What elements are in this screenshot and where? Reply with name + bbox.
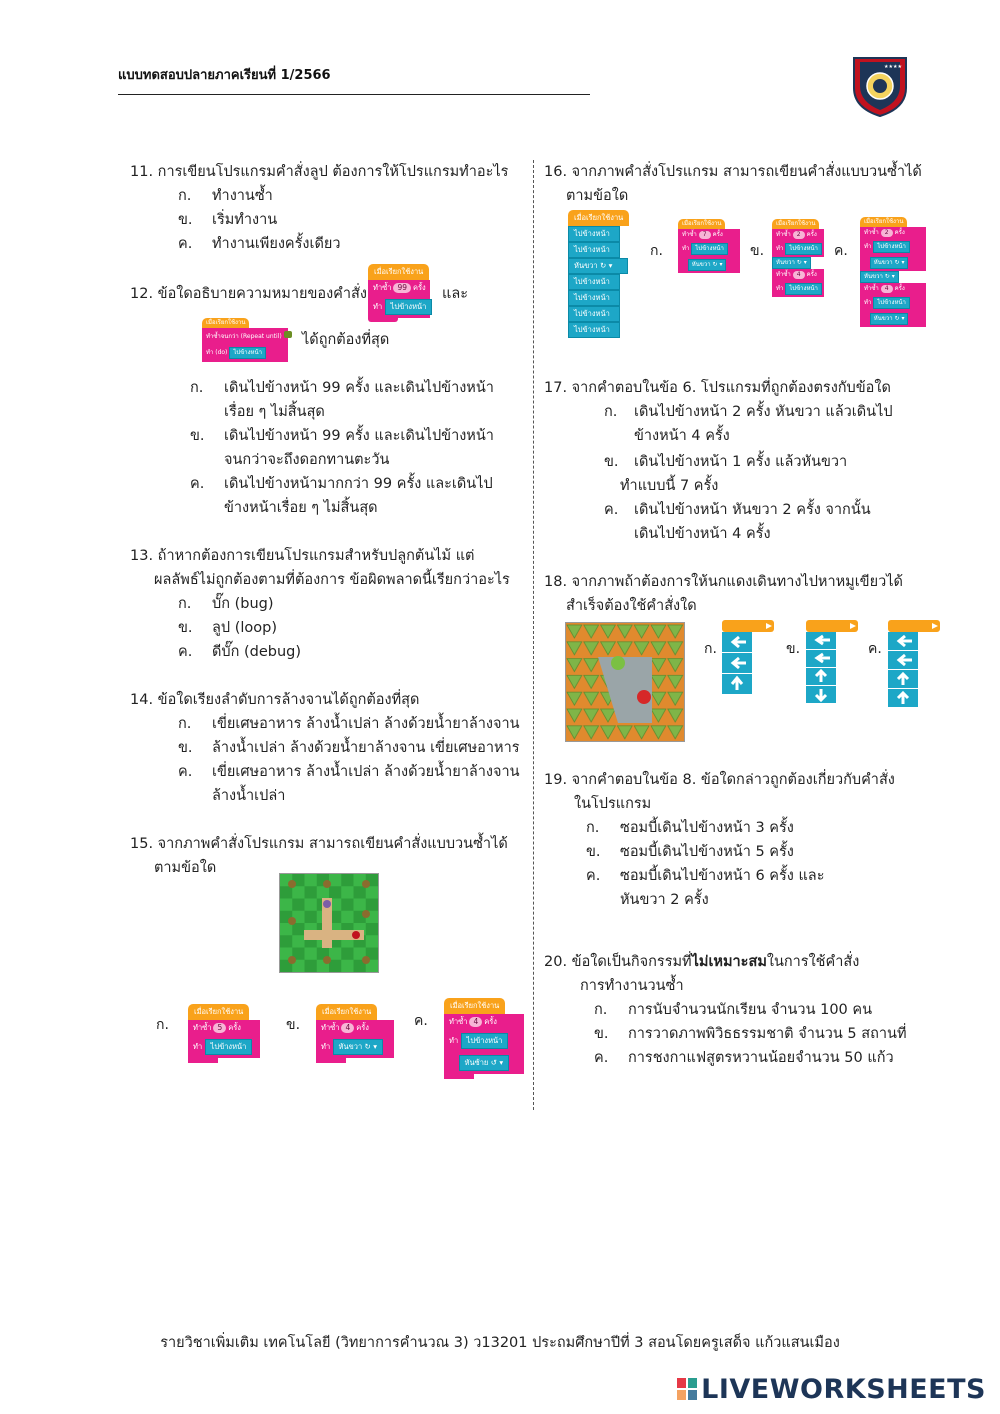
repeat-count: 2: [881, 229, 893, 237]
q17-option-b-line2: ทำแบบนี้ 7 ครั้ง: [620, 478, 719, 494]
when-run-block: เมื่อเรียกใช้งาน: [568, 210, 629, 226]
repeat-label: ทำซ้ำ: [193, 1023, 212, 1032]
q17-option-a[interactable]: [604, 400, 893, 424]
repeat-label: ทำซ้ำ: [682, 231, 697, 238]
when-run-block: เมื่อเรียกใช้งาน: [188, 1004, 249, 1020]
q14-option-b[interactable]: [178, 736, 520, 760]
q15-label-b[interactable]: ข.: [286, 1017, 301, 1033]
q17-option-a-line2: ข้างหน้า 4 ครั้ง: [634, 428, 730, 444]
q16-program-blocks: [568, 210, 629, 338]
q19-text-line2: ในโปรแกรม: [574, 796, 652, 812]
liveworksheets-logo-icon: [677, 1378, 697, 1400]
liveworksheets-brand: [677, 1374, 986, 1405]
repeat-count: 7: [699, 231, 711, 239]
turn-right-block: หันขวา ↻ ▾: [568, 258, 628, 274]
option-text: เดินไปข้างหน้ามากกว่า 99 ครั้ง และเดินไป: [224, 476, 493, 492]
option-key: ค.: [594, 1050, 609, 1066]
q12-option-b[interactable]: [190, 424, 494, 448]
q18-option-a-blocks[interactable]: [722, 620, 778, 696]
q17-option-b[interactable]: [604, 450, 847, 474]
page-header-title: แบบทดสอบปลายภาคเรียนที่ 1/2566: [118, 68, 331, 83]
repeat-count: 4: [341, 1023, 354, 1033]
q19-text: 19. จากคำตอบในข้อ 8. ข้อใดกล่าวถูกต้องเกี่ยวกับคำสั่ง: [544, 772, 895, 788]
q20-text-emphasis: ไม่เหมาะสม: [691, 954, 767, 970]
q11-option-a[interactable]: [178, 184, 273, 208]
q17-text: 17. จากคำตอบในข้อ 6. โปรแกรมที่ถูกต้องตรงกับข้อใด: [544, 380, 891, 396]
times-label: ครั้ง: [806, 271, 817, 278]
option-text: ลูป (loop): [212, 620, 277, 636]
q13-text-line2: ผลลัพธ์ไม่ถูกต้องตามที่ต้องการ ข้อผิดพลาดนี้เรียกว่าอะไร: [154, 572, 510, 588]
option-text: เดินไปข้างหน้า 99 ครั้ง และเดินไปข้างหน้า: [224, 428, 494, 444]
q15-text-line2: ตามข้อใด: [154, 860, 217, 876]
do-label: ทำ: [321, 1042, 331, 1051]
q18-label-a[interactable]: ก.: [704, 641, 717, 657]
do-label: ทำ: [776, 245, 784, 252]
forward-block: ไปข้างหน้า: [873, 241, 910, 253]
forward-block: ไปข้างหน้า: [873, 297, 910, 309]
q15-option-c-blocks[interactable]: [444, 998, 524, 1079]
times-label: ครั้ง: [228, 1023, 241, 1032]
q12-text: 12. ข้อใดอธิบายความหมายของคำสั่ง: [130, 286, 367, 302]
q11-option-c[interactable]: [178, 232, 341, 256]
times-label: ครั้ง: [484, 1017, 497, 1026]
brand-name: LIVEWORKSHEETS: [701, 1374, 986, 1405]
forward-block: ไปข้างหน้า: [785, 283, 822, 295]
q13-option-b[interactable]: [178, 616, 277, 640]
q12-option-c-line2: ข้างหน้าเรื่อย ๆ ไม่สิ้นสุด: [224, 500, 378, 516]
q19-option-c[interactable]: [586, 864, 824, 888]
q17-option-c[interactable]: [604, 498, 871, 522]
option-key: ก.: [594, 1002, 608, 1018]
q19-option-c-line2: หันขวา 2 ครั้ง: [620, 892, 709, 908]
times-label: ครั้ง: [712, 231, 723, 238]
zombie-maze-image: [279, 873, 379, 973]
flower-icon: [284, 331, 292, 338]
q16-text: 16. จากภาพคำสั่งโปรแกรม สามารถเขียนคำสั่งแบบวนซ้ำได้: [544, 164, 922, 180]
do-label: ทำ: [864, 243, 872, 250]
q15-label-a[interactable]: ก.: [156, 1017, 169, 1033]
times-label: ครั้ง: [894, 229, 905, 236]
q15-option-b-blocks[interactable]: [316, 1004, 394, 1063]
svg-text:★★★★: ★★★★: [884, 64, 902, 70]
repeat-label: ทำซ้ำ: [776, 271, 791, 278]
q12-and: และ: [442, 286, 469, 302]
option-text: เดินไปข้างหน้า 1 ครั้ง แล้วหันขวา: [634, 454, 848, 470]
option-key: ก.: [178, 188, 192, 204]
turn-right-block: หันขวา ↻ ▾: [688, 259, 727, 271]
do-label: ทำ: [682, 245, 690, 252]
option-text: เดินไปข้างหน้า 2 ครั้ง หันขวา แล้วเดินไป: [634, 404, 893, 420]
q16-label-b[interactable]: ข.: [750, 243, 765, 259]
forward-block: ไปข้างหน้า: [785, 243, 822, 255]
q18-option-c-blocks[interactable]: [888, 620, 944, 712]
when-run-block: เมื่อเรียกใช้งาน: [368, 264, 429, 280]
option-text: เขี่ยเศษอาหาร ล้างน้ำเปล่า ล้างด้วยน้ำยาล้างจาน: [212, 716, 520, 732]
option-text: ทำงานเพียงครั้งเดียว: [212, 236, 341, 252]
forward-block: ไปข้างหน้า: [568, 274, 620, 290]
do-label: ทำ: [449, 1036, 459, 1045]
times-label: ครั้ง: [806, 231, 817, 238]
school-logo-icon: [850, 54, 910, 118]
turn-right-block: หันขวา ↻ ▾: [772, 257, 811, 269]
option-text: ซอมบี้เดินไปข้างหน้า 6 ครั้ง และ: [620, 868, 825, 884]
q20-text: [544, 950, 859, 974]
header-divider: [118, 94, 590, 95]
repeat-count: 4: [793, 271, 805, 279]
repeat-label: ทำซ้ำ: [373, 283, 392, 292]
q13-option-a[interactable]: [178, 592, 274, 616]
q12-option-a[interactable]: [190, 376, 494, 400]
option-text: ล้างน้ำเปล่า ล้างด้วยน้ำยาล้างจาน เขี่ยเศษอาหาร: [212, 740, 520, 756]
when-run-block: เมื่อเรียกใช้งาน: [202, 318, 249, 328]
do-label: ทำ: [864, 299, 872, 306]
q19-option-a[interactable]: [586, 816, 794, 840]
option-key: ข.: [604, 454, 619, 470]
option-key: ค.: [178, 764, 193, 780]
q16-text-line2: ตามข้อใด: [566, 188, 629, 204]
times-label: ครั้ง: [894, 285, 905, 292]
q14-option-a[interactable]: [178, 712, 520, 736]
do-label: ทำ (do): [206, 349, 228, 356]
when-run-block: เมื่อเรียกใช้งาน: [316, 1004, 377, 1020]
repeat-count: 5: [213, 1023, 226, 1033]
option-text: การวาดภาพพิวิธธรรมชาติ จำนวน 5 สถานที่: [628, 1026, 907, 1042]
q12-text-end: ได้ถูกต้องที่สุด: [302, 332, 390, 348]
option-key: ก.: [190, 380, 204, 396]
option-key: ก.: [604, 404, 618, 420]
option-text: บั๊ก (bug): [212, 596, 274, 612]
option-key: ก.: [178, 716, 192, 732]
q19-option-b[interactable]: [586, 840, 794, 864]
option-key: ก.: [586, 820, 600, 836]
forward-block: ไปข้างหน้า: [568, 290, 620, 306]
times-label: ครั้ง: [356, 1023, 369, 1032]
q16-label-c[interactable]: ค.: [834, 243, 848, 259]
q16-label-a[interactable]: ก.: [650, 243, 663, 259]
repeat-label: ทำซ้ำ: [776, 231, 791, 238]
when-run-block: เมื่อเรียกใช้งาน: [444, 998, 505, 1014]
option-key: ข.: [190, 428, 205, 444]
option-key: ข.: [178, 740, 193, 756]
q12-option-c[interactable]: [190, 472, 493, 496]
option-key: ค.: [178, 644, 193, 660]
forward-block: ไปข้างหน้า: [205, 1039, 253, 1055]
forward-block: ไปข้างหน้า: [229, 347, 266, 359]
option-text: เขี่ยเศษอาหาร ล้างน้ำเปล่า ล้างด้วยน้ำยาล้างจาน: [212, 764, 520, 780]
q12-block-repeat-until: [202, 318, 288, 362]
option-text: เดินไปข้างหน้า หันขวา 2 ครั้ง จากนั้น: [634, 502, 871, 518]
forward-block: ไปข้างหน้า: [568, 226, 620, 242]
q14-text: 14. ข้อใดเรียงลำดับการล้างจานได้ถูกต้องที่สุด: [130, 692, 420, 708]
q12-option-b-line2: จนกว่าจะถึงดอกทานตะวัน: [224, 452, 390, 468]
option-text: ซอมบี้เดินไปข้างหน้า 5 ครั้ง: [620, 844, 794, 860]
option-text: เริ่มทำงาน: [212, 212, 278, 228]
option-key: ข.: [178, 212, 193, 228]
times-label: ครั้ง: [413, 283, 426, 292]
repeat-label: ทำซ้ำ: [449, 1017, 468, 1026]
q11-text: 11. การเขียนโปรแกรมคำสั่งลูป ต้องการให้โปรแกรมทำอะไร: [130, 164, 509, 180]
repeat-label: ทำซ้ำ: [321, 1023, 340, 1032]
q16-option-a-blocks[interactable]: [678, 219, 740, 273]
q18-option-b-blocks[interactable]: [806, 620, 862, 706]
option-key: ข.: [594, 1026, 609, 1042]
repeat-until-label: ทำซ้ำจนกว่า (Repeat until): [206, 333, 282, 340]
q12-option-a-line2: เรื่อย ๆ ไม่สิ้นสุด: [224, 404, 325, 420]
option-key: ข.: [586, 844, 601, 860]
q12-block-repeat: [368, 264, 430, 322]
do-label: ทำ: [193, 1042, 203, 1051]
forward-block: ไปข้างหน้า: [385, 299, 433, 315]
do-label: ทำ: [776, 285, 784, 292]
q13-text: 13. ถ้าหากต้องการเขียนโปรแกรมสำหรับปลูกต้นไม้ แต่: [130, 548, 475, 564]
turn-right-block: หันขวา ↻ ▾: [333, 1039, 383, 1055]
option-text: ซอมบี้เดินไปข้างหน้า 3 ครั้ง: [620, 820, 794, 836]
option-key: ก.: [178, 596, 192, 612]
q20-text-part1: 20. ข้อใดเป็นกิจกรรมที่: [544, 954, 692, 970]
option-key: ค.: [604, 502, 619, 518]
forward-block: ไปข้างหน้า: [691, 243, 728, 255]
repeat-count: 2: [793, 231, 805, 239]
q15-label-c[interactable]: ค.: [414, 1013, 428, 1029]
column-divider: [533, 160, 534, 1110]
q16-option-b-blocks[interactable]: [772, 219, 824, 297]
do-label: ทำ: [373, 302, 383, 311]
q17-option-c-line2: เดินไปข้างหน้า 4 ครั้ง: [634, 526, 771, 542]
turn-right-block: หันขวา ↻ ▾: [870, 313, 909, 325]
repeat-label: ทำซ้ำ: [864, 229, 879, 236]
repeat-count: 4: [881, 285, 893, 293]
option-key: ค.: [178, 236, 193, 252]
forward-block: ไปข้างหน้า: [568, 322, 620, 338]
repeat-label: ทำซ้ำ: [864, 285, 879, 292]
q15-option-a-blocks[interactable]: [188, 1004, 260, 1063]
repeat-count: 99: [393, 283, 411, 293]
q20-option-a[interactable]: [594, 998, 872, 1022]
when-run-block: เมื่อเรียกใช้งาน: [678, 219, 725, 229]
q14-option-c-line2: ล้างน้ำเปล่า: [212, 788, 286, 804]
repeat-count: 4: [469, 1017, 482, 1027]
q20-option-c[interactable]: [594, 1046, 894, 1070]
q20-text-line2: การทำงานวนซ้ำ: [580, 978, 684, 994]
page-footer: รายวิชาเพิ่มเติม เทคโนโลยี (วิทยาการคำนวณ 3) ว13201 ประถมศึกษาปีที่ 3 สอนโดยครูเสด็จ แก้วแสนเมือง: [160, 1335, 840, 1351]
turn-right-block: หันขวา ↻ ▾: [860, 271, 899, 283]
when-run-block: เมื่อเรียกใช้งาน: [860, 217, 907, 227]
option-text: ดีบั๊ก (debug): [212, 644, 302, 660]
q13-option-c[interactable]: [178, 640, 301, 664]
q14-option-c[interactable]: [178, 760, 520, 784]
option-text: การชงกาแฟสูตรหวานน้อยจำนวน 50 แก้ว: [628, 1050, 894, 1066]
q11-option-b[interactable]: [178, 208, 277, 232]
option-text: เดินไปข้างหน้า 99 ครั้ง และเดินไปข้างหน้า: [224, 380, 494, 396]
option-text: ทำงานซ้ำ: [212, 188, 273, 204]
q20-text-part3: ในการใช้คำสั่ง: [766, 954, 860, 970]
option-key: ข.: [178, 620, 193, 636]
q18-text: 18. จากภาพถ้าต้องการให้นกแดงเดินทางไปหาหมูเขียวได้: [544, 574, 903, 590]
q18-label-c[interactable]: ค.: [868, 641, 882, 657]
q18-text-line2: สำเร็จต้องใช้คำสั่งใด: [566, 598, 697, 614]
q16-option-c-blocks[interactable]: [860, 217, 926, 327]
angry-bird-maze-image: [565, 622, 685, 742]
option-text: การนับจำนวนนักเรียน จำนวน 100 คน: [628, 1002, 872, 1018]
forward-block: ไปข้างหน้า: [568, 242, 620, 258]
turn-left-block: หันซ้าย ↺ ▾: [459, 1055, 510, 1071]
forward-block: ไปข้างหน้า: [461, 1033, 509, 1049]
turn-right-block: หันขวา ↻ ▾: [870, 257, 909, 269]
forward-block: ไปข้างหน้า: [568, 306, 620, 322]
q18-label-b[interactable]: ข.: [786, 641, 801, 657]
option-key: ค.: [190, 476, 205, 492]
option-key: ค.: [586, 868, 601, 884]
q20-option-b[interactable]: [594, 1022, 907, 1046]
when-run-block: เมื่อเรียกใช้งาน: [772, 219, 819, 229]
q15-text: 15. จากภาพคำสั่งโปรแกรม สามารถเขียนคำสั่งแบบวนซ้ำได้: [130, 836, 508, 852]
